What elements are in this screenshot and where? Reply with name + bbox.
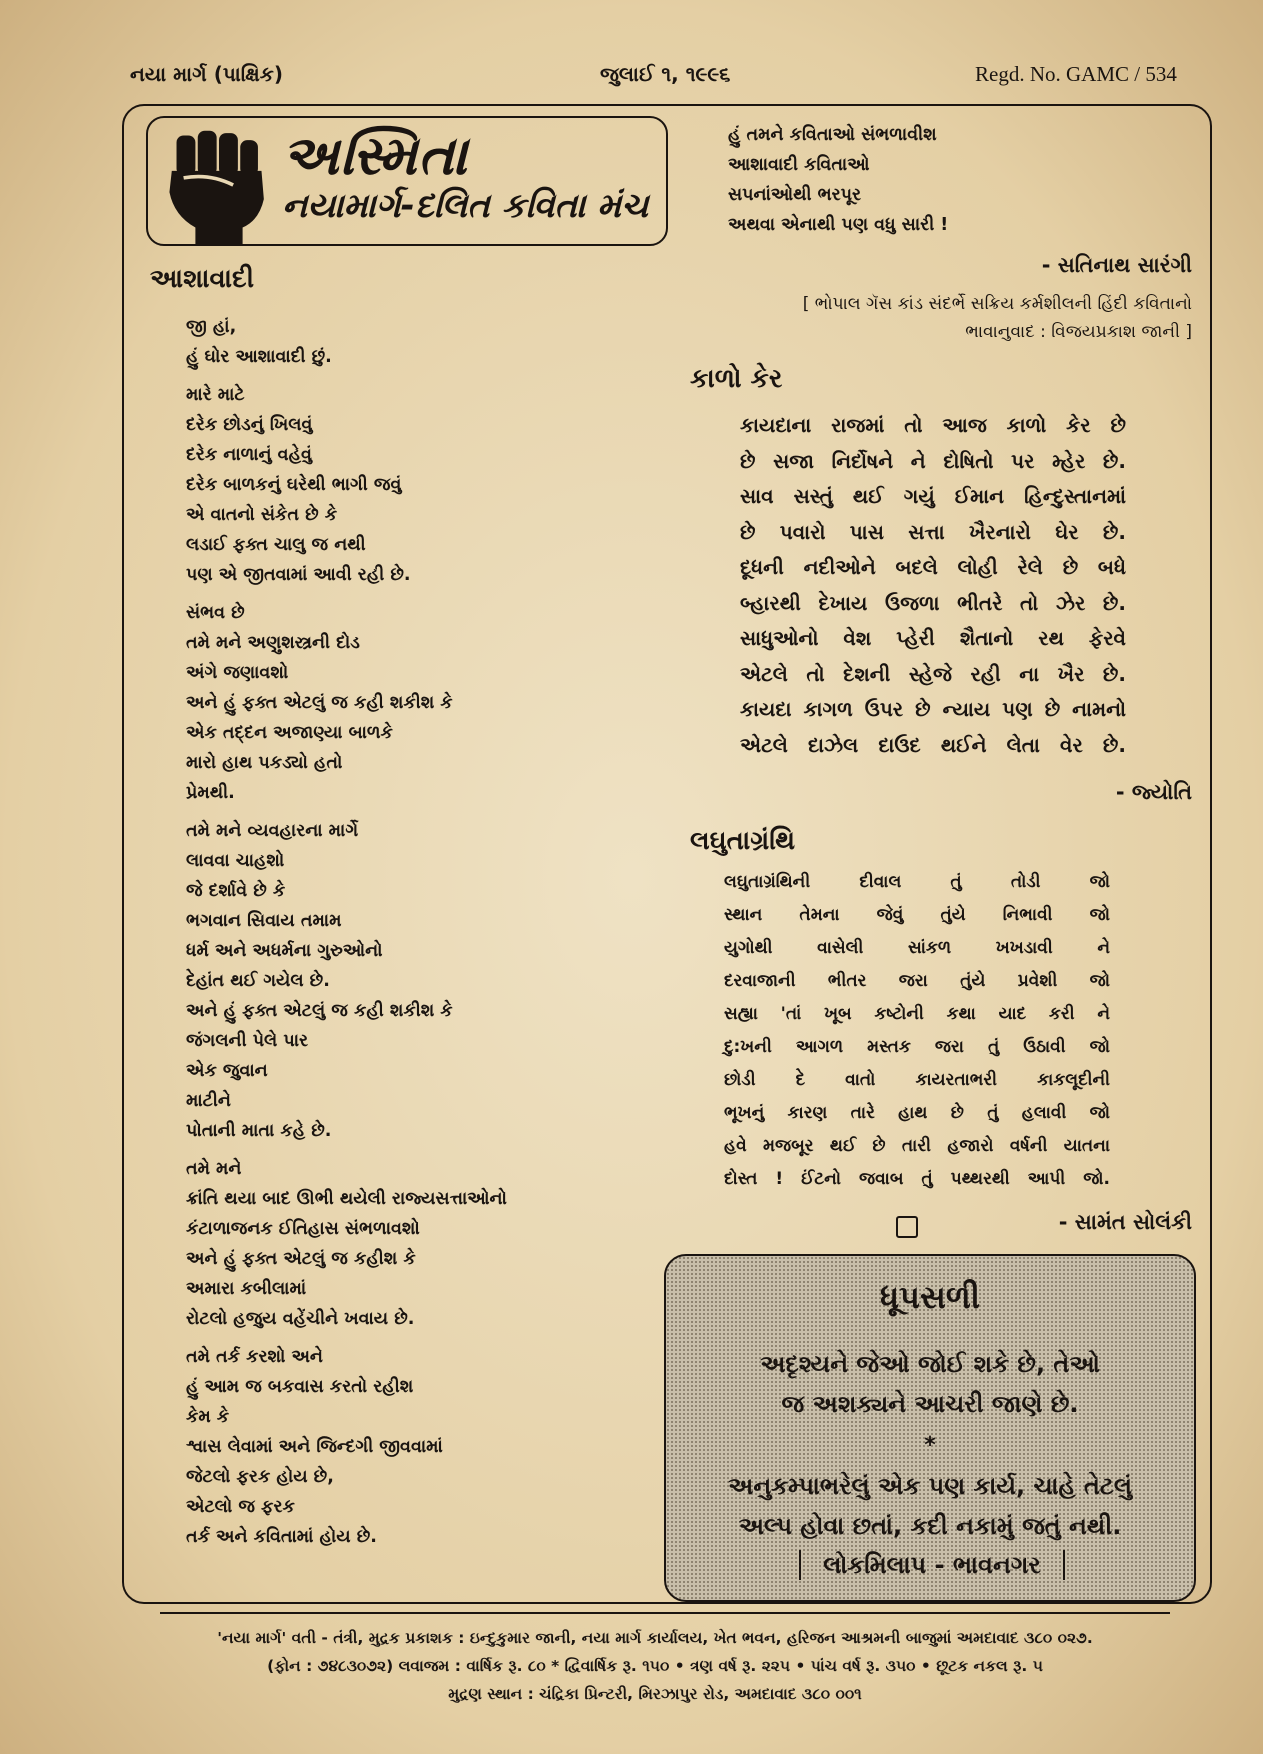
poem-line: મારો હાથ પકડ્યો હતો: [186, 753, 343, 773]
poem-line: સાવ સસ્તું થઈ ગયું ઈમાન હિન્દુસ્તાનમાં: [740, 484, 1126, 508]
poem-line: છોડી દે વાતો કાયરતાભરી કાકલૂદીની: [724, 1070, 1110, 1090]
poem-line: તમે મને: [186, 1159, 242, 1179]
poem-line: લઘુતાગ્રંથિની દીવાલ તું તોડી જો: [724, 872, 1110, 892]
poem-line: હું તમને કવિતાઓ સંભળાવીશ: [728, 125, 937, 145]
poem-line: હું આમ જ બકવાસ કરતો રહીશ: [186, 1377, 414, 1397]
poem1-stanza-6: [186, 1342, 507, 1552]
poem-line: લડાઈ ફક્ત ચાલુ જ નથી: [186, 535, 366, 555]
quote-line: અનુકમ્પાભરેલું એક પણ કાર્ય, ચાહે તેટલું: [728, 1472, 1132, 1500]
poem-line: દૂધની નદીઓને બદલે લોહી રેલે છે બધે: [740, 555, 1126, 579]
header-registration: Regd. No. GAMC / 534: [975, 62, 1177, 86]
poem-line: સ્થાન તેમના જેવું તુંયે નિભાવી જો: [724, 905, 1110, 925]
poem-line: દરવાજાની ભીતર જરા તુંયે પ્રવેશી જો: [724, 971, 1110, 991]
footer-rule: [160, 1612, 1170, 1614]
poem-line: મારે માટે: [186, 385, 245, 405]
poem-line: ધર્મ અને અધર્મના ગુરુઓનો: [186, 941, 383, 961]
poem-line: આશાવાદી કવિતાઓ: [728, 155, 870, 175]
poem-line: હું ઘોર આશાવાદી છું.: [186, 347, 332, 367]
poem-line: અથવા એનાથી પણ વધુ સારી !: [728, 215, 949, 235]
poem2-body: [740, 408, 1126, 763]
section-end-box-icon: [896, 1216, 918, 1238]
poem1-stanza-2: [186, 380, 507, 590]
poem-line: રોટલો હજુય વહેંચીને ખવાય છે.: [186, 1309, 415, 1329]
poem1-stanza-1: [186, 312, 507, 372]
poem-line: માટીને: [186, 1091, 231, 1111]
poem1-stanza-3: [186, 598, 507, 808]
quote-line: જ અશક્યને આચરી જાણે છે.: [781, 1390, 1079, 1418]
poem-line: સંભવ છે: [186, 603, 245, 623]
poem-line: છે પવારો પાસ સત્તા ખૈરનારો ઘેર છે.: [740, 519, 1126, 544]
quote-line: અદૃશ્યને જેઓ જોઈ શકે છે, તેઓ: [760, 1350, 1100, 1378]
footer-line: 'નયા માર્ગ' વતી - તંત્રી, મુદ્રક પ્રકાશક : ઇન્દુકુમાર જાની, નયા માર્ગ કાર્યાલય, ખેત ભવન, હરિજન આશ્રમની બાજુમાં અમદાવાદ ૩૮૦ ૦૨૭.: [217, 1629, 1093, 1647]
poem-line: સપનાંઓથી ભરપૂર: [728, 185, 862, 205]
poem1-stanza-4: [186, 816, 507, 1146]
poem-line: કંટાળાજનક ઈતિહાસ સંભળાવશો: [186, 1219, 420, 1239]
poem-line: છે સજા નિર્દોષને ને દોષિતો પર મ્હેર છે.: [740, 448, 1126, 473]
poem1-translation-note: [730, 290, 1192, 346]
poem-line: જંગલની પેલે પાર: [186, 1031, 309, 1051]
dhupsali-source: લોકમિલાપ - ભાવનગર: [799, 1550, 1065, 1580]
poem-line: તમે મને અણુશસ્ત્રની દોડ: [186, 633, 360, 653]
poem-line: હવે મજબૂર થઈ છે તારી હજારો વર્ષની યાતના: [724, 1136, 1110, 1156]
poem-line: કાયદાના રાજમાં તો આજ કાળો કેર છે: [740, 413, 1126, 437]
poem-line: જી હાં,: [186, 317, 237, 337]
dhupsali-separator: *: [924, 1433, 936, 1458]
poem-line: જે દર્શાવે છે કે: [186, 881, 286, 901]
poem1-continuation: [728, 120, 948, 240]
poem-line: દુ:ખની આગળ મસ્તક જરા તું ઉઠાવી જો: [724, 1037, 1110, 1057]
poem-line: એક તદ્દન અજાણ્યા બાળકે: [186, 723, 393, 743]
header-magazine-name: નયા માર્ગ (પાક્ષિક): [130, 62, 284, 86]
poem-line: સહ્યા 'તાં ખૂબ કષ્ટોની કથા યાદ કરી ને: [724, 1004, 1110, 1024]
poem-line: સાધુઓનો વેશ પ્હેરી શૈતાનો રથ ફેરવે: [740, 626, 1126, 650]
poem-line: દરેક બાળકનું ઘરેથી ભાગી જવું: [186, 475, 402, 495]
poem-line: એક જુવાન: [186, 1061, 268, 1081]
poem1-body: [186, 312, 507, 1560]
poem-line: ભગવાન સિવાય તમામ: [186, 911, 342, 931]
poem-line: કાયદા કાગળ ઉપર છે ન્યાય પણ છે નામનો: [740, 697, 1126, 721]
poem-line: દોસ્ત ! ઈંટનો જવાબ તું પથ્થરથી આપી જો.: [724, 1169, 1110, 1189]
poem-line: જેટલો ફરક હોય છે,: [186, 1467, 334, 1487]
dhupsali-quote-1: [664, 1344, 1196, 1424]
poem-line: એ વાતનો સંકેત છે કે: [186, 505, 338, 525]
poem-line: તર્ક અને કવિતામાં હોય છે.: [186, 1527, 377, 1547]
poem-line: શ્વાસ લેવામાં અને જિન્દગી જીવવામાં: [186, 1437, 443, 1457]
footer-line: (ફોન : ૭૪૮૩૦૭૨) લવાજમ : વાર્ષિક રૂ. ૮૦ * દ્વિવાર્ષિક રૂ. ૧૫૦ • ત્રણ વર્ષ રૂ. ૨૨૫ • પાંચ વર્ષ રૂ. ૩૫૦ • છૂટક નકલ રૂ. ૫: [267, 1657, 1043, 1675]
poem2-author: - જ્યોતિ: [1115, 780, 1192, 804]
poem-line: ભૂખનું કારણ તારે હાથ છે તું હલાવી જો: [724, 1103, 1110, 1123]
poem-line: ક્રાંતિ થયા બાદ ઊભી થયેલી રાજ્યસત્તાઓનો: [186, 1189, 507, 1209]
poem1-author: - સતિનાથ સારંગી: [1041, 253, 1192, 277]
poem-line: તમે તર્ક કરશો અને: [186, 1347, 323, 1367]
poem3-body: [724, 866, 1110, 1196]
poem-line: અમારા કબીલામાં: [186, 1279, 307, 1299]
footer-line: મુદ્રણ સ્થાન : ચંદ્રિકા પ્રિન્ટરી, મિરઝાપુર રોડ, અમદાવાદ ૩૮૦ ૦૦૧: [448, 1685, 862, 1703]
logo-subtitle: નયામાર્ગ-દલિત કવિતા મંચ: [282, 186, 649, 226]
poem-line: પણ એ જીતવામાં આવી રહી છે.: [186, 565, 411, 585]
poem-line: યુગોથી વાસેલી સાંકળ ખખડાવી ને: [724, 938, 1110, 958]
poem-line: બ્હારથી દેખાય ઉજળા ભીતરે તો ઝેર છે.: [740, 590, 1126, 615]
poem-line: અંગે જણાવશો: [186, 663, 289, 683]
poem-line: અને હું ફક્ત એટલું જ કહી શકીશ કે: [186, 1001, 453, 1021]
poem3-title: લઘુતાગ્રંથિ: [690, 826, 796, 856]
poem1-title: આશાવાદી: [150, 264, 255, 294]
poem-line: એટલે દાઝેલ દાઉદ થઈને લેતા વેર છે.: [740, 732, 1126, 757]
quote-line: અલ્પ હોવા છતાં, કદી નકામું જતું નથી.: [738, 1512, 1122, 1540]
poem3-author: - સામંત સોલંકી: [1058, 1210, 1192, 1234]
poem-line: દેહાંત થઈ ગયેલ છે.: [186, 971, 330, 991]
poem-line: લાવવા ચાહશો: [186, 851, 285, 871]
poem-line: પોતાની માતા કહે છે.: [186, 1121, 332, 1141]
poem-line: અને હું ફક્ત એટલું જ કહી શકીશ કે: [186, 693, 453, 713]
note-line: [ ભોપાલ ગૅસ કાંડ સંદર્ભે સક્રિય કર્મશીલની હિંદી કવિતાનો: [802, 294, 1192, 314]
poem-line: તમે મને વ્યવહારના માર્ગે: [186, 821, 359, 841]
raised-fist-icon: [160, 126, 278, 244]
header-date: જુલાઈ ૧, ૧૯૯૬: [600, 62, 731, 86]
poem-line: એટલો જ ફરક: [186, 1497, 295, 1517]
poem-line: અને હું ફક્ત એટલું જ કહીશ કે: [186, 1249, 416, 1269]
poem-line: દરેક છોડનું ખિલવું: [186, 415, 313, 435]
dhupsali-quote-2: [664, 1466, 1196, 1546]
poem-line: દરેક નાળાનું વહેવું: [186, 445, 312, 465]
poem-line: પ્રેમથી.: [186, 783, 235, 803]
poem2-title: કાળો કેર: [690, 364, 783, 394]
logo-title: અસ્મિતા: [282, 124, 469, 187]
poem1-stanza-5: [186, 1154, 507, 1334]
note-line: ભાવાનુવાદ : વિજયપ્રકાશ જાની ]: [965, 322, 1192, 342]
poem-line: કેમ કે: [186, 1407, 230, 1427]
dhupsali-title: ધૂપસળી: [879, 1278, 980, 1316]
poem-line: એટલે તો દેશની સ્હેજે રહી ના ખૈર છે.: [740, 661, 1126, 686]
